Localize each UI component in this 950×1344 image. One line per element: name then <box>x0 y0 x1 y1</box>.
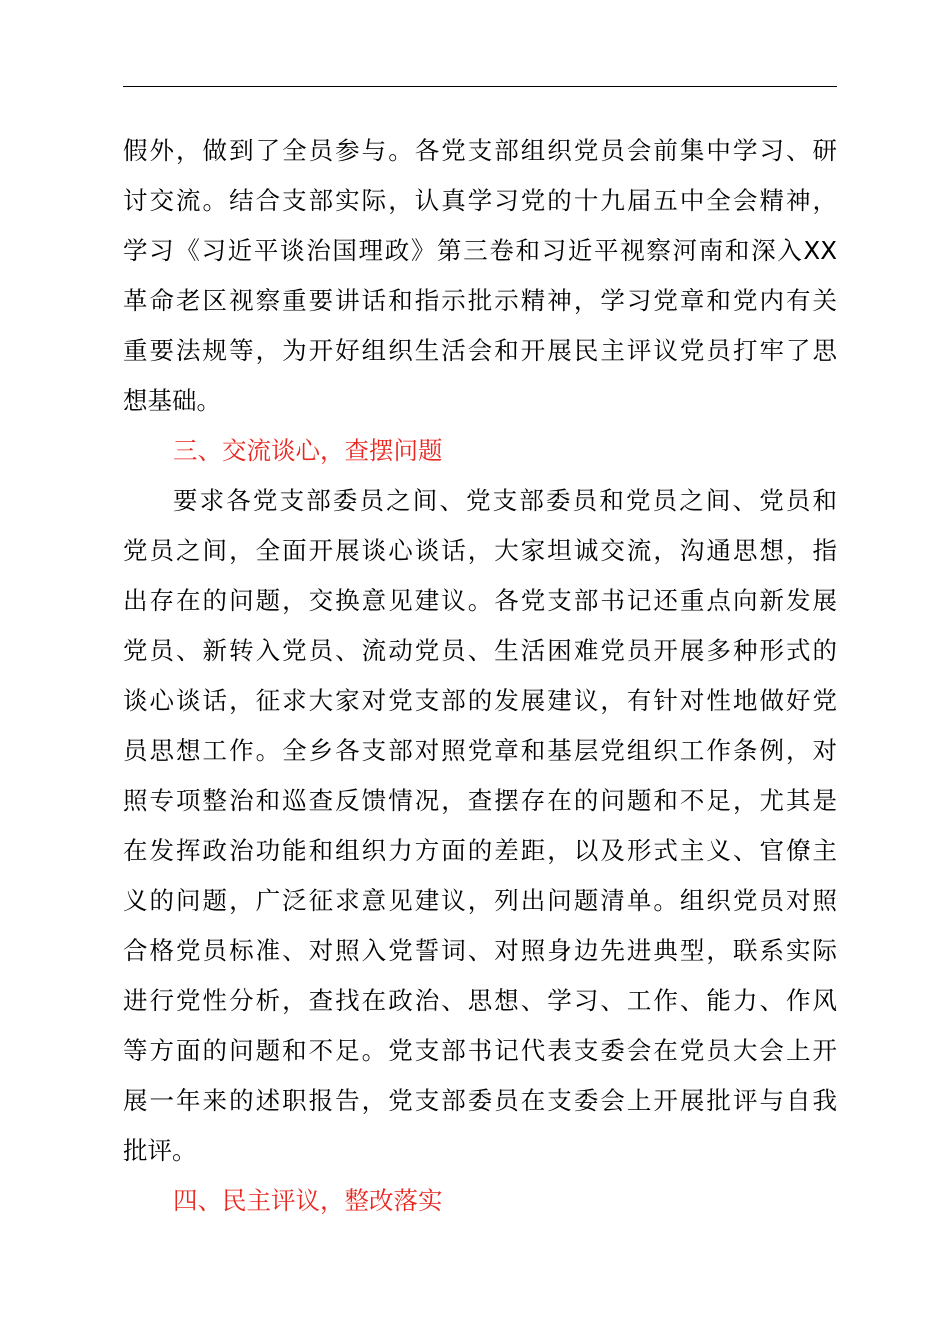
document-body <box>123 126 837 1226</box>
section-heading-4: 四、民主评议，整改落实 <box>173 1186 443 1215</box>
paragraph-line: 假外，做到了全员参与。各党支部组织党员会前集中学习、研 <box>123 136 837 165</box>
paragraph-line: 批评。 <box>123 1136 197 1165</box>
paragraph-continuation <box>123 126 837 426</box>
paragraph-line: 要求各党支部委员之间、党支部委员和党员之间、党员和 <box>173 486 837 515</box>
paragraph-line: 讨交流。结合支部实际，认真学习党的十九届五中全会精神， <box>123 186 837 215</box>
paragraph-line: 员思想工作。全乡各支部对照党章和基层党组织工作条例，对 <box>123 736 837 765</box>
paragraph-line: 照专项整治和巡查反馈情况，查摆存在的问题和不足，尤其是 <box>123 786 837 815</box>
paragraph-communication <box>123 476 837 1176</box>
section-heading-3: 三、交流谈心，查摆问题 <box>173 436 443 465</box>
paragraph-line: 义的问题，广泛征求意见建议，列出问题清单。组织党员对照 <box>123 886 837 915</box>
paragraph-line: 等方面的问题和不足。党支部书记代表支委会在党员大会上开 <box>123 1036 837 1065</box>
paragraph-line: 党员之间，全面开展谈心谈话，大家坦诚交流，沟通思想，指 <box>123 536 837 565</box>
paragraph-line: 谈心谈话，征求大家对党支部的发展建议，有针对性地做好党 <box>123 686 837 715</box>
header-rule <box>123 86 837 87</box>
paragraph-line: 党员、新转入党员、流动党员、生活困难党员开展多种形式的 <box>123 636 837 665</box>
paragraph-line: 学习《习近平谈治国理政》第三卷和习近平视察河南和深入XX <box>123 236 837 265</box>
paragraph-line: 出存在的问题，交换意见建议。各党支部书记还重点向新发展 <box>123 586 837 615</box>
paragraph-line: 想基础。 <box>123 386 221 415</box>
paragraph-line: 展一年来的述职报告，党支部委员在支委会上开展批评与自我 <box>123 1086 837 1115</box>
paragraph-line: 进行党性分析，查找在政治、思想、学习、工作、能力、作风 <box>123 986 837 1015</box>
paragraph-line: 革命老区视察重要讲话和指示批示精神，学习党章和党内有关 <box>123 286 837 315</box>
paragraph-line: 在发挥政治功能和组织力方面的差距，以及形式主义、官僚主 <box>123 836 837 865</box>
paragraph-line: 合格党员标准、对照入党誓词、对照身边先进典型，联系实际 <box>123 936 837 965</box>
paragraph-line: 重要法规等，为开好组织生活会和开展民主评议党员打牢了思 <box>123 336 837 365</box>
